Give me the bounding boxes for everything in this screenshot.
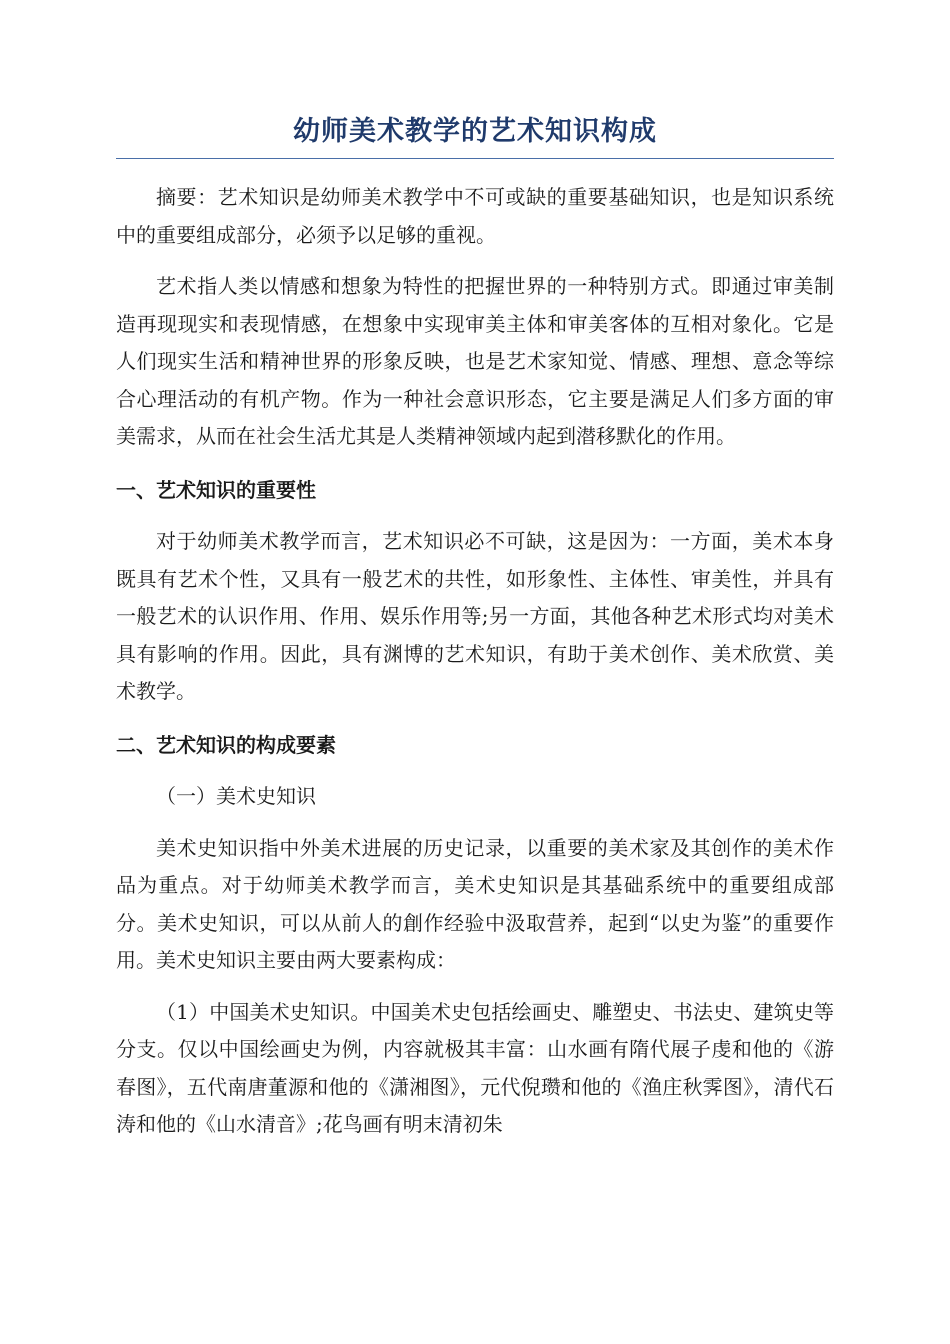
section-2-subheading: （一）美术史知识 <box>156 784 316 808</box>
section-1-paragraph: 对于幼师美术教学而言，艺术知识必不可缺，这是因为：一方面，美术本身既具有艺术个性，又具有一般艺术的共性，如形象性、主体性、审美性，并具有一般艺术的认识作用、作用、娱乐作用等;另一方面，其他各种艺术形式均对美术具有影响的作用。因此，具有渊博的艺术知识，有助于美术创作、美术欣赏、美术教学。 <box>116 529 834 703</box>
intro-paragraph: 艺术指人类以情感和想象为特性的把握世界的一种特别方式。即通过审美制造再现现实和表现情感，在想象中实现审美主体和审美客体的互相对象化。它是人们现实生活和精神世界的形象反映，也是艺术家知觉、情感、理想、意念等综合心理活动的有机产物。作为一种社会意识形态，它主要是满足人们多方面的审美需求，从而在社会生活尤其是人类精神领域内起到潜移默化的作用。 <box>116 274 834 448</box>
section-1-heading: 一、艺术知识的重要性 <box>116 477 316 502</box>
section-2-heading: 二、艺术知识的构成要素 <box>116 732 336 757</box>
art-history-paragraph: 美术史知识指中外美术进展的历史记录，以重要的美术家及其创作的美术作品为重点。对于幼师美术教学而言，美术史知识是其基础系统中的重要组成部分。美术史知识，可以从前人的創作经验中汲取营养，起到“以史为鉴”的重要作用。美术史知识主要由两大要素构成： <box>116 835 834 972</box>
chinese-art-history-paragraph: （1）中国美术史知识。中国美术史包括绘画史、雕塑史、书法史、建筑史等分支。仅以中国绘画史为例，内容就极其丰富：山水画有隋代展子虔和他的《游春图》，五代南唐董源和他的《潇湘图》，元代倪瓒和他的《渔庄秋霁图》，清代石涛和他的《山水清音》;花鸟画有明末清初朱 <box>116 999 834 1136</box>
abstract-paragraph: 摘要：艺术知识是幼师美术教学中不可或缺的重要基础知识，也是知识系统中的重要组成部分，必须予以足够的重视。 <box>116 185 834 247</box>
document-page <box>116 110 834 1144</box>
document-title: 幼师美术教学的艺术知识构成 <box>116 110 834 159</box>
